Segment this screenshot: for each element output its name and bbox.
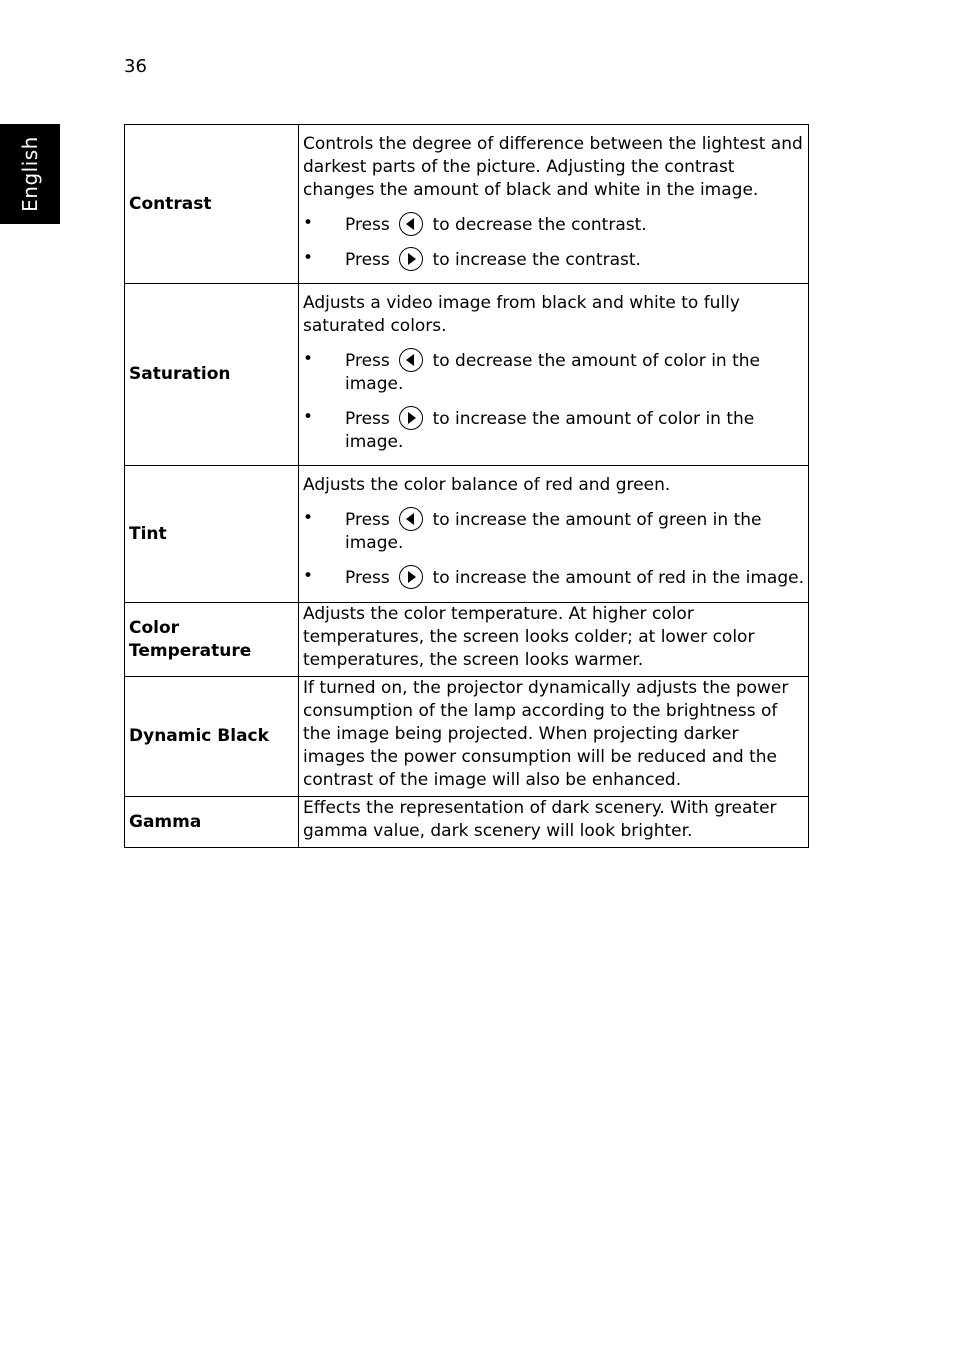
setting-name-contrast: Contrast [125, 125, 299, 284]
left-arrow-button-icon [399, 507, 423, 531]
description-text: Adjusts the color temperature. At higher color temperatures, the screen looks colder; at lower color temperatures, the screen looks warmer. [303, 604, 755, 670]
language-side-tab [0, 124, 60, 224]
picture-settings-table [124, 124, 809, 848]
bullet-text: to increase the contrast. [432, 249, 641, 270]
bullet-icon: • [303, 348, 314, 369]
list-item [303, 348, 804, 396]
table-row [125, 603, 809, 677]
setting-name-dynamic-black: Dynamic Black [125, 677, 299, 797]
bullet-text: to decrease the contrast. [432, 214, 647, 235]
setting-description-saturation [299, 284, 809, 466]
description-text: Controls the degree of difference between the lightest and darkest parts of the picture. Adjusting the contrast changes the amount of black and white in the image. [303, 133, 803, 200]
table-row [125, 466, 809, 603]
page-number: 36 [124, 56, 147, 77]
description-text: Effects the representation of dark scenery. With greater gamma value, dark scenery will look brighter. [303, 798, 777, 841]
press-label: Press [345, 214, 390, 235]
press-label: Press [345, 568, 390, 588]
left-arrow-button-icon [399, 348, 423, 372]
setting-description-tint [299, 466, 809, 603]
setting-description-contrast [299, 125, 809, 284]
right-arrow-button-icon [399, 247, 423, 271]
setting-description-dynamic-black [299, 677, 809, 797]
setting-name-tint: Tint [125, 466, 299, 603]
bullet-icon: • [303, 566, 314, 586]
table-row [125, 125, 809, 284]
bullet-icon: • [303, 508, 314, 528]
press-label: Press [345, 350, 390, 371]
description-text: Adjusts a video image from black and white to fully saturated colors. [303, 292, 740, 336]
bullet-text: to increase the amount of color in the image. [345, 408, 755, 452]
list-item [303, 406, 804, 454]
setting-name-gamma: Gamma [125, 797, 299, 848]
table-row [125, 797, 809, 848]
setting-name-color-temperature: Color Temperature [125, 603, 299, 677]
press-label: Press [345, 510, 390, 530]
bullet-text: to decrease the amount of color in the image. [345, 350, 760, 394]
description-text: Adjusts the color balance of red and green. [303, 475, 671, 495]
setting-description-gamma [299, 797, 809, 848]
list-item [303, 507, 804, 555]
left-arrow-button-icon [399, 212, 423, 236]
bullet-icon: • [303, 247, 314, 268]
setting-description-color-temperature [299, 603, 809, 677]
language-side-tab-label: English [18, 136, 42, 212]
bullet-text: to increase the amount of green in the image. [345, 510, 762, 553]
list-item [303, 212, 804, 237]
table-row [125, 284, 809, 466]
right-arrow-button-icon [399, 565, 423, 589]
description-text: If turned on, the projector dynamically adjusts the power consumption of the lamp according to the brightness of the image being projected. When projecting darker images the power consumption will be reduced and the contrast of the image will also be enhanced. [303, 678, 789, 790]
bullet-text: to increase the amount of red in the image. [432, 568, 805, 588]
setting-name-saturation: Saturation [125, 284, 299, 466]
table-row [125, 677, 809, 797]
right-arrow-button-icon [399, 406, 423, 430]
list-item [303, 247, 804, 272]
press-label: Press [345, 249, 390, 270]
list-item [303, 565, 804, 590]
press-label: Press [345, 408, 390, 429]
bullet-icon: • [303, 212, 314, 233]
bullet-icon: • [303, 406, 314, 427]
